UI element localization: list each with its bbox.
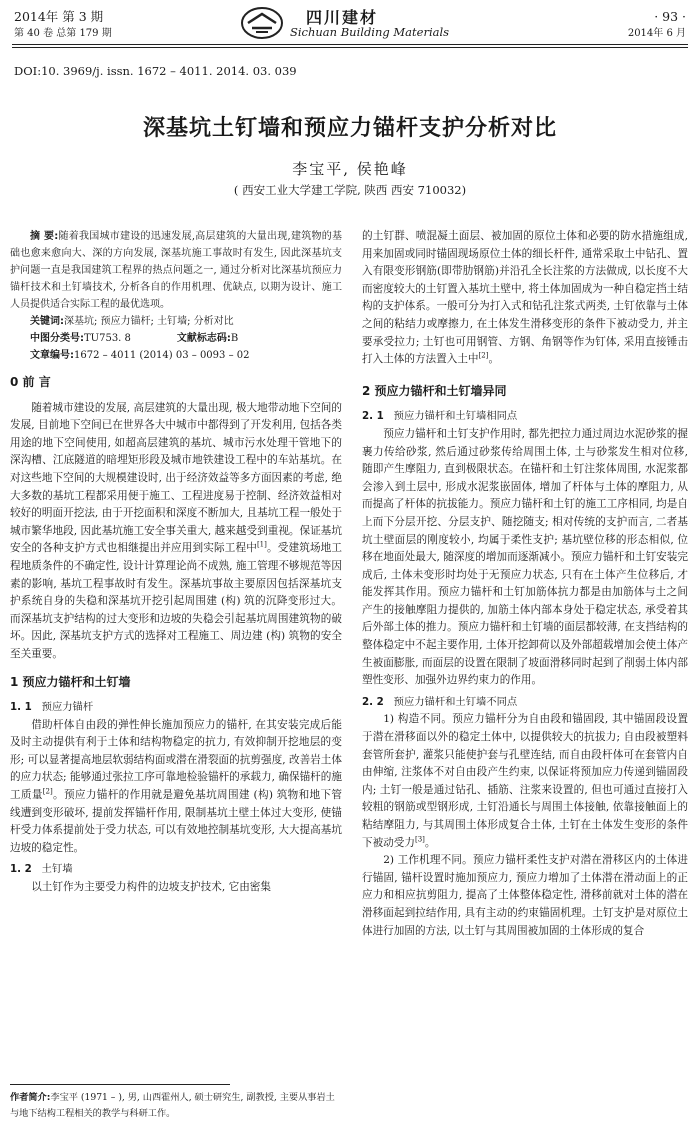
author-footnote: [10, 1090, 342, 1122]
article-no-label: 文章编号:: [30, 350, 74, 361]
running-header-left: [14, 8, 112, 42]
journal-name-en: Sichuan Building Materials: [290, 25, 450, 39]
header-rule-thin: [12, 47, 688, 48]
doc-code-label: 文献标志码:: [176, 333, 231, 344]
header-rule-thick: [12, 44, 688, 45]
citation-2b: [2]: [478, 351, 489, 360]
footnote-rule: [10, 1084, 230, 1085]
section-heading-2: 2 预应力锚杆和土钉墙异同: [362, 383, 507, 398]
affiliation: ( 西安工业大学建工学院, 陕西 西安 710032): [233, 183, 467, 197]
subsection-number: 2. 2: [362, 695, 384, 708]
footnote-label: 作者简介:: [10, 1092, 51, 1103]
journal-logo-icon: [240, 6, 284, 40]
doc-code-text: B: [230, 333, 239, 344]
citation-1: [1]: [256, 540, 267, 549]
difference-paragraph-2: 2) 工作机理不同。预应力锚杆柔性支护对潜在滑移区内的土体进行锚固, 锚杆设置时施加预应力, 预应力增加了土体潜在滑动面上的正应力和相应抗剪阻力, 提高了土体整体稳定性, 滑移前就对土体的潜在滑移面起到拉结作用, 具有主动的约束锚固机理。土钉支护是对原位土体进行加固的方法, 以土钉与其周围被加固的土体形成的复合: [362, 854, 688, 937]
soil-nail-end: 。: [488, 353, 500, 366]
subsection-title: 土钉墙: [41, 863, 73, 876]
authors: 李宝平, 侯艳峰: [292, 160, 408, 178]
anchor-text-a: 借助杆体自由段的弹性伸长施加预应力的锚杆, 在其安装完成后能及时主动提供有利于土体和结构物稳定的抗力, 有效抑制开挖地层的变形; 可以显著提高地层软弱结构面或潜在滑裂面的抗剪强度, 改善岩土体的应力状态; 能够通过张拉工序可靠地检验锚杆的承载力, 确保锚杆的施工质量: [10, 718, 342, 802]
classification-line: [10, 330, 342, 347]
article-no-text: 1672 – 4011 (2014) 03 – 0093 – 02: [74, 350, 250, 361]
subsection-number: 2. 1: [362, 410, 384, 423]
footnote-text: 李宝平 (1971 – ), 男, 山西霍州人, 硕士研究生, 副教授, 主要从事岩土与地下结构工程相关的教学与科研工作。: [10, 1092, 335, 1119]
subsection-number: 1. 1: [10, 701, 32, 714]
anchor-text-b: 。预应力锚杆的作用就是避免基坑周围建 (构) 筑物和地下管线遭到变形破坏, 提前发挥锚杆作用, 限制基坑土壁土体过大变形, 使锚杆受力体系提前处于受力状态, 可以有效地控制基坑变形, 大大提高基坑边坡的稳定性。: [10, 789, 343, 854]
subsection-title: 预应力锚杆和土钉墙相同点: [393, 410, 518, 423]
soil-nail-paragraph: 以土钉作为主要受力构件的边坡支护技术, 它由密集: [31, 881, 271, 894]
clc-text: TU753. 8: [84, 333, 131, 344]
subsection-title: 预应力锚杆: [41, 701, 94, 714]
right-column: [362, 228, 688, 940]
difference-paragraph-1: [362, 711, 688, 852]
subsection-heading-2-1: [362, 408, 688, 426]
subsection-title: 预应力锚杆和土钉墙不同点: [393, 695, 518, 708]
doi: DOI:10. 3969/j. issn. 1672 – 4011. 2014. 03. 039: [14, 64, 297, 78]
similarity-paragraph: 预应力锚杆和土钉支护作用时, 都先把拉力通过周边水泥砂浆的握裹力传给砂浆, 然后通过砂浆传给周围土体, 土与砂浆发生相对位移, 随即产生摩阻力, 直到极限状态。在锚杆和土钉注浆体周围, 水泥浆都会渗入到土层中, 形成水泥浆嵌固体, 增加了杆体与土体的摩阻力, 从而提高了杆体的抗拔能力。预应力锚杆和土钉的施工工序相同, 均是自上而下分层开挖、分层支护、随挖随支; 相对传统的支护而言, 二者基坑土壁面层的刚度较小, 均属于柔性支护; 基坑壁位移的形态相似, 位移在地面处最大, 随深度的增加而逐渐减小。预应力锚杆和土钉安装完成后, 土体未变形时均处于无预应力状态, 只有在土体产生位移后, 才能发挥其作用。预应力锚杆和土钉加筋体抗力都是由加筋体与土之间产生的接触摩阻力提供的, 加筋土体内部本身处于稳定状态, 承受着其后外部土体的推力。预应力锚杆和土钉墙的面层都较薄, 在支挡结构的整体稳定中不起主要作用, 土体开挖卸荷以及外部超载增加会使土体产生被面膨胀, 而面层的设置在限制了坡面滑移同时起到了削弱土体内部塑性变形、加强外边界约束力的作用。: [362, 427, 688, 687]
subsection-heading-1-1: [10, 699, 342, 717]
abstract-label: 摘 要:: [30, 231, 59, 242]
subsection-heading-1-2: [10, 861, 342, 879]
keywords-label: 关键词:: [30, 316, 64, 327]
citation-3: [3]: [414, 835, 425, 844]
keywords-text: 深基坑; 预应力锚杆; 土钉墙; 分析对比: [64, 316, 234, 327]
abstract-text: 随着我国城市建设的迅速发展,高层建筑的大量出现,建筑物的基础也愈来愈向大、深的方向发展, 深基坑施工事故时有发生, 因此深基坑支护问题一直是我国建筑工程界的热点问题之一, 通过分析对比深基坑预应力锚杆技术和土钉墙技术, 分析各自的作用机理、优缺点, 以期为设计、施工人员提供适合实际工程的最优选项。: [10, 231, 342, 310]
clc-label: 中图分类号:: [30, 333, 84, 344]
publication-date: 2014年 6 月: [627, 28, 686, 39]
volume-total: 第 40 卷 总第 179 期: [14, 28, 112, 39]
left-column: [10, 228, 342, 897]
soil-nail-paragraph-cont: [362, 228, 688, 369]
page-number: · 93 ·: [654, 9, 686, 24]
intro-text-b: 。受建筑场地工程地质条件的不确定性, 设计计算理论尚不成熟, 施工管理不够规范等因素的影响, 基坑工程事故时有发生。深基坑事故主要原因包括深基坑支护系统自身的失稳和深基坑开挖引起周围建 (构) 筑的沉降变形过大。而深基坑支护结构的过大变形和边坡的失稳会引起基坑周围建筑物的破坏。因此, 深基坑支护方式的选择对工程施工、周边建 (构) 筑物的安全至关重要。: [10, 542, 343, 660]
anchor-paragraph: [10, 717, 342, 858]
keywords: [10, 313, 342, 330]
paper-title: 深基坑土钉墙和预应力锚杆支护分析对比: [142, 116, 557, 141]
difference-end-1: 。: [424, 836, 436, 849]
difference-text-1: 1) 构造不同。预应力锚杆分为自由段和锚固段, 其中锚固段设置于潜在滑移面以外的稳定土体中, 以提供较大的抗拔力; 自由段被塑料套管所套护, 灌浆只能使护套与孔壁连结, 而自由段杆体可在套管内自由伸缩, 注浆体不对自由段产生约束, 以保证将预加应力传递到锚固段内; 土钉一般是通过钻孔、插筋、注浆来设置的, 但也可通过直接打入较粗的钢筋或型钢形成, 土钉沿通长与周围土体接触, 依靠接触面上的粘结摩阻力, 与其周围土体形成复合土体, 土钉在土体发生变形的条件下被动受力: [362, 713, 688, 849]
soil-nail-text: 的土钉群、喷混凝土面层、被加固的原位土体和必要的防水措施组成, 用来加固或同时锚固现场原位土体的细长杆件, 通常采取土中钻孔、置入有限变形钢筋(即带肋钢筋)并沿孔全长注浆的方法做成, 以长度不大而密度较大的土钉置入基坑土壁中, 将土体加固成为一种自稳定挡土结构的支护体系。一般可分为打入式和钻孔注浆式两类, 土钉依靠与土体之间的粘结力或摩擦力, 在土体发生滑移变形的条件下被动受力, 并主要承受拉力; 土钉也可用钢管、方钢、角钢等作为钉体, 采用直接锤击打入土体的方法置入土中: [362, 230, 688, 366]
subsection-heading-2-2: [362, 694, 688, 712]
running-header-right: [628, 8, 686, 42]
intro-text-a: 随着城市建设的发展, 高层建筑的大量出现, 极大地带动地下空间的发展, 目前地下空间已在世界各大中城市中都得到了开发利用, 包括各类用途的地下空间使用, 如超高层建筑的基坑、城市污水处理干管地下的深沟槽、江底隧道的暗埋矩形段及城市地铁建设工程中的车站基坑。在对这些地下空间的大规模建设时, 出于经济效益等多方面因素的考虑, 绝大多数的基坑工程都采用便于施工、工程进度易于控制、经济效益相对较好的明面开挖法, 由于开挖面积和深度不断加大, 且基坑工程一般处于城市繁华地段, 因此基坑施工安全事关重大, 越来越受到重视。保证基坑安全的各种支护方式也相继提出并应用到实际工程中: [10, 401, 342, 555]
year-issue: 2014年 第 3 期: [14, 9, 104, 24]
subsection-number: 1. 2: [10, 863, 32, 876]
article-number: [10, 347, 342, 364]
section-heading-1: 1 预应力锚杆和土钉墙: [10, 674, 131, 689]
abstract: [10, 228, 342, 313]
journal-name-cn: 四川建材: [306, 8, 379, 27]
intro-paragraph: [10, 400, 342, 664]
section-heading-0: 0 前 言: [10, 375, 51, 389]
citation-2: [2]: [42, 787, 53, 796]
